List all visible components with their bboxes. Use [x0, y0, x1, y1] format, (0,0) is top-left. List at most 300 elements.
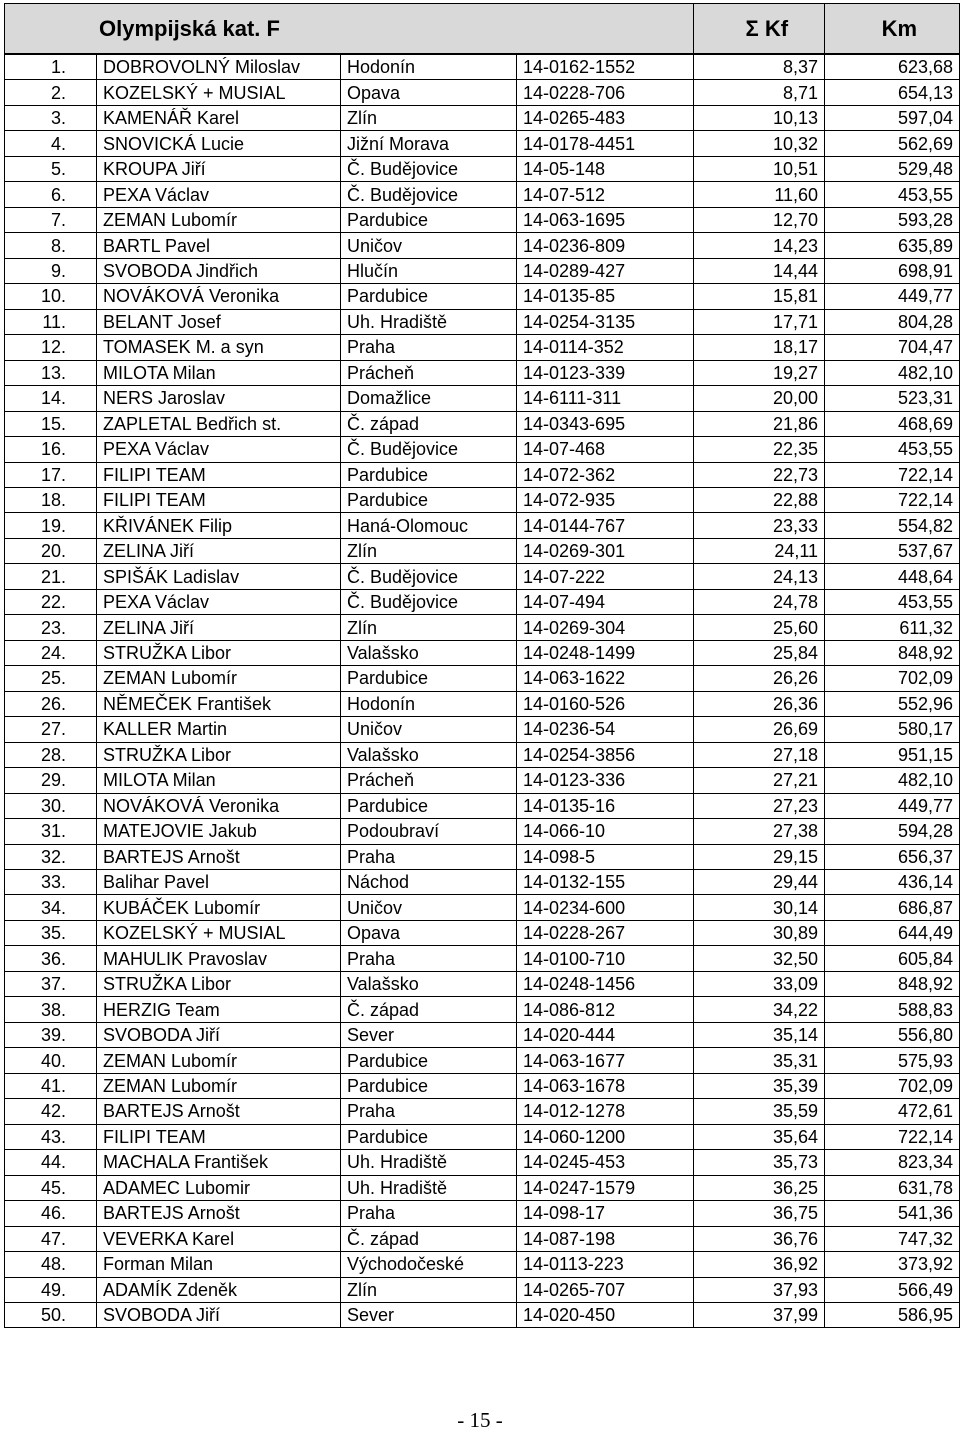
ring-cell: 14-0160-526 [517, 691, 694, 716]
ring-cell: 14-020-444 [517, 1022, 694, 1047]
kf-cell: 27,38 [694, 819, 825, 844]
club-cell: Č. Budějovice [341, 589, 517, 614]
club-cell: Pardubice [341, 1073, 517, 1098]
rank-cell: 33. [5, 870, 97, 895]
km-cell: 605,84 [825, 946, 960, 971]
rank-cell: 4. [5, 131, 97, 156]
km-cell: 611,32 [825, 615, 960, 640]
ring-cell: 14-063-1677 [517, 1048, 694, 1073]
name-cell: PEXA Václav [97, 589, 341, 614]
name-cell: TOMASEK M. a syn [97, 335, 341, 360]
club-cell: Prácheň [341, 768, 517, 793]
club-cell: Praha [341, 1099, 517, 1124]
rank-cell: 13. [5, 360, 97, 385]
kf-cell: 19,27 [694, 360, 825, 385]
km-cell: 482,10 [825, 360, 960, 385]
name-cell: SNOVICKÁ Lucie [97, 131, 341, 156]
km-cell: 747,32 [825, 1226, 960, 1251]
table-row [5, 487, 960, 512]
km-cell: 537,67 [825, 538, 960, 563]
kf-cell: 36,25 [694, 1175, 825, 1200]
table-row [5, 182, 960, 207]
ring-cell: 14-0254-3856 [517, 742, 694, 767]
rank-cell: 42. [5, 1099, 97, 1124]
kf-cell: 26,69 [694, 717, 825, 742]
rank-cell: 3. [5, 105, 97, 130]
table-row [5, 54, 960, 80]
ring-cell: 14-6111-311 [517, 386, 694, 411]
table-row [5, 513, 960, 538]
table-row [5, 666, 960, 691]
club-cell: Hodonín [341, 691, 517, 716]
club-cell: Pardubice [341, 1048, 517, 1073]
table-row [5, 156, 960, 181]
club-cell: Valašsko [341, 640, 517, 665]
club-cell: Č. západ [341, 1226, 517, 1251]
kf-cell: 29,44 [694, 870, 825, 895]
club-cell: Hlučín [341, 258, 517, 283]
rank-cell: 24. [5, 640, 97, 665]
rank-cell: 11. [5, 309, 97, 334]
rank-cell: 22. [5, 589, 97, 614]
club-cell: Uh. Hradiště [341, 1150, 517, 1175]
table-row [5, 437, 960, 462]
ring-cell: 14-0289-427 [517, 258, 694, 283]
km-cell: 556,80 [825, 1022, 960, 1047]
kf-cell: 37,99 [694, 1302, 825, 1327]
km-cell: 562,69 [825, 131, 960, 156]
kf-cell: 35,64 [694, 1124, 825, 1149]
table-row [5, 717, 960, 742]
table-row [5, 105, 960, 130]
kf-cell: 27,21 [694, 768, 825, 793]
name-cell: ZELINA Jiří [97, 538, 341, 563]
name-cell: STRUŽKA Libor [97, 971, 341, 996]
table-row [5, 640, 960, 665]
kf-cell: 25,60 [694, 615, 825, 640]
club-cell: Hodonín [341, 54, 517, 80]
rank-cell: 28. [5, 742, 97, 767]
kf-cell: 11,60 [694, 182, 825, 207]
km-cell: 529,48 [825, 156, 960, 181]
name-cell: SVOBODA Jiří [97, 1302, 341, 1327]
km-cell: 586,95 [825, 1302, 960, 1327]
table-row [5, 1073, 960, 1098]
ring-cell: 14-0234-600 [517, 895, 694, 920]
rank-cell: 25. [5, 666, 97, 691]
ring-cell: 14-0265-483 [517, 105, 694, 130]
name-cell: STRUŽKA Libor [97, 640, 341, 665]
club-cell: Haná-Olomouc [341, 513, 517, 538]
rank-cell: 12. [5, 335, 97, 360]
kf-cell: 14,44 [694, 258, 825, 283]
club-cell: Podoubraví [341, 819, 517, 844]
km-cell: 566,49 [825, 1277, 960, 1302]
ring-cell: 14-0178-4451 [517, 131, 694, 156]
name-cell: ZEMAN Lubomír [97, 666, 341, 691]
km-cell: 597,04 [825, 105, 960, 130]
rank-cell: 46. [5, 1201, 97, 1226]
ring-cell: 14-066-10 [517, 819, 694, 844]
kf-cell: 22,88 [694, 487, 825, 512]
table-row [5, 284, 960, 309]
ring-cell: 14-0269-301 [517, 538, 694, 563]
kf-cell: 24,13 [694, 564, 825, 589]
table-row [5, 564, 960, 589]
rank-cell: 37. [5, 971, 97, 996]
rank-cell: 21. [5, 564, 97, 589]
name-cell: MATEJOVIE Jakub [97, 819, 341, 844]
ring-cell: 14-0113-223 [517, 1252, 694, 1277]
km-header: Km [825, 4, 960, 55]
club-cell: Pardubice [341, 793, 517, 818]
name-cell: BARTEJS Arnošt [97, 1201, 341, 1226]
km-cell: 654,13 [825, 80, 960, 105]
category-title: Olympijská kat. F [5, 4, 694, 55]
rank-cell: 1. [5, 54, 97, 80]
kf-cell: 12,70 [694, 207, 825, 232]
kf-cell: 35,73 [694, 1150, 825, 1175]
table-row [5, 1099, 960, 1124]
km-cell: 593,28 [825, 207, 960, 232]
km-cell: 449,77 [825, 284, 960, 309]
ring-cell: 14-072-935 [517, 487, 694, 512]
km-cell: 656,37 [825, 844, 960, 869]
kf-cell: 24,11 [694, 538, 825, 563]
name-cell: ZEMAN Lubomír [97, 1048, 341, 1073]
kf-cell: 36,76 [694, 1226, 825, 1251]
table-row [5, 691, 960, 716]
ring-cell: 14-0123-336 [517, 768, 694, 793]
ring-cell: 14-07-494 [517, 589, 694, 614]
table-row [5, 768, 960, 793]
header-row [5, 4, 960, 55]
kf-cell: 30,14 [694, 895, 825, 920]
club-cell: Pardubice [341, 207, 517, 232]
name-cell: ZEMAN Lubomír [97, 207, 341, 232]
table-row [5, 1022, 960, 1047]
ring-cell: 14-063-1678 [517, 1073, 694, 1098]
club-cell: Sever [341, 1302, 517, 1327]
name-cell: KROUPA Jiří [97, 156, 341, 181]
km-cell: 704,47 [825, 335, 960, 360]
table-row [5, 1201, 960, 1226]
club-cell: Č. západ [341, 411, 517, 436]
kf-cell: 35,59 [694, 1099, 825, 1124]
kf-cell: 29,15 [694, 844, 825, 869]
club-cell: Praha [341, 844, 517, 869]
kf-cell: 34,22 [694, 997, 825, 1022]
rank-cell: 39. [5, 1022, 97, 1047]
kf-cell: 10,32 [694, 131, 825, 156]
ring-cell: 14-020-450 [517, 1302, 694, 1327]
club-cell: Č. Budějovice [341, 564, 517, 589]
km-cell: 448,64 [825, 564, 960, 589]
table-row [5, 895, 960, 920]
club-cell: Uničov [341, 717, 517, 742]
kf-cell: 15,81 [694, 284, 825, 309]
name-cell: ADAMEC Lubomir [97, 1175, 341, 1200]
rank-cell: 32. [5, 844, 97, 869]
rank-cell: 14. [5, 386, 97, 411]
rank-cell: 50. [5, 1302, 97, 1327]
rank-cell: 7. [5, 207, 97, 232]
kf-cell: 24,78 [694, 589, 825, 614]
rank-cell: 30. [5, 793, 97, 818]
club-cell: Zlín [341, 1277, 517, 1302]
kf-cell: 21,86 [694, 411, 825, 436]
table-row [5, 997, 960, 1022]
table-row [5, 233, 960, 258]
rank-cell: 47. [5, 1226, 97, 1251]
club-cell: Sever [341, 1022, 517, 1047]
name-cell: PEXA Václav [97, 182, 341, 207]
kf-cell: 35,39 [694, 1073, 825, 1098]
km-cell: 575,93 [825, 1048, 960, 1073]
km-cell: 702,09 [825, 666, 960, 691]
table-row [5, 793, 960, 818]
club-cell: Východočeské [341, 1252, 517, 1277]
club-cell: Č. západ [341, 997, 517, 1022]
table-row [5, 1226, 960, 1251]
table-row [5, 819, 960, 844]
km-cell: 554,82 [825, 513, 960, 538]
km-cell: 453,55 [825, 589, 960, 614]
club-cell: Uničov [341, 895, 517, 920]
rank-cell: 5. [5, 156, 97, 181]
table-row [5, 844, 960, 869]
club-cell: Pardubice [341, 462, 517, 487]
km-cell: 644,49 [825, 920, 960, 945]
table-row [5, 870, 960, 895]
ring-cell: 14-0135-85 [517, 284, 694, 309]
rank-cell: 6. [5, 182, 97, 207]
name-cell: MAHULIK Pravoslav [97, 946, 341, 971]
club-cell: Opava [341, 920, 517, 945]
kf-cell: 37,93 [694, 1277, 825, 1302]
ring-cell: 14-0228-267 [517, 920, 694, 945]
table-row [5, 742, 960, 767]
ring-cell: 14-0144-767 [517, 513, 694, 538]
name-cell: BELANT Josef [97, 309, 341, 334]
ring-cell: 14-098-17 [517, 1201, 694, 1226]
rank-cell: 2. [5, 80, 97, 105]
results-table [4, 3, 960, 1328]
km-cell: 804,28 [825, 309, 960, 334]
name-cell: NOVÁKOVÁ Veronika [97, 793, 341, 818]
club-cell: Zlín [341, 105, 517, 130]
name-cell: KALLER Martin [97, 717, 341, 742]
club-cell: Č. Budějovice [341, 156, 517, 181]
rank-cell: 36. [5, 946, 97, 971]
rank-cell: 44. [5, 1150, 97, 1175]
ring-cell: 14-060-1200 [517, 1124, 694, 1149]
rank-cell: 27. [5, 717, 97, 742]
club-cell: Zlín [341, 538, 517, 563]
table-row [5, 920, 960, 945]
ring-cell: 14-07-512 [517, 182, 694, 207]
rank-cell: 49. [5, 1277, 97, 1302]
ring-cell: 14-0248-1499 [517, 640, 694, 665]
kf-cell: 35,31 [694, 1048, 825, 1073]
ring-cell: 14-072-362 [517, 462, 694, 487]
kf-cell: 17,71 [694, 309, 825, 334]
km-cell: 482,10 [825, 768, 960, 793]
club-cell: Zlín [341, 615, 517, 640]
table-row [5, 1302, 960, 1327]
ring-cell: 14-063-1695 [517, 207, 694, 232]
km-cell: 436,14 [825, 870, 960, 895]
ring-cell: 14-0254-3135 [517, 309, 694, 334]
ring-cell: 14-0236-809 [517, 233, 694, 258]
km-cell: 951,15 [825, 742, 960, 767]
rank-cell: 17. [5, 462, 97, 487]
km-cell: 552,96 [825, 691, 960, 716]
rank-cell: 38. [5, 997, 97, 1022]
km-cell: 588,83 [825, 997, 960, 1022]
kf-cell: 35,14 [694, 1022, 825, 1047]
km-cell: 635,89 [825, 233, 960, 258]
kf-cell: 10,13 [694, 105, 825, 130]
club-cell: Opava [341, 80, 517, 105]
ring-cell: 14-012-1278 [517, 1099, 694, 1124]
rank-cell: 23. [5, 615, 97, 640]
club-cell: Pardubice [341, 284, 517, 309]
km-cell: 823,34 [825, 1150, 960, 1175]
kf-cell: 27,18 [694, 742, 825, 767]
km-cell: 449,77 [825, 793, 960, 818]
name-cell: Balihar Pavel [97, 870, 341, 895]
table-row [5, 131, 960, 156]
table-row [5, 462, 960, 487]
rank-cell: 10. [5, 284, 97, 309]
club-cell: Domažlice [341, 386, 517, 411]
kf-cell: 8,37 [694, 54, 825, 80]
ring-cell: 14-0132-155 [517, 870, 694, 895]
rank-cell: 26. [5, 691, 97, 716]
rank-cell: 29. [5, 768, 97, 793]
name-cell: NERS Jaroslav [97, 386, 341, 411]
table-row [5, 207, 960, 232]
kf-cell: 36,92 [694, 1252, 825, 1277]
table-row [5, 589, 960, 614]
km-cell: 541,36 [825, 1201, 960, 1226]
club-cell: Valašsko [341, 971, 517, 996]
km-cell: 631,78 [825, 1175, 960, 1200]
table-row [5, 615, 960, 640]
name-cell: VEVERKA Karel [97, 1226, 341, 1251]
ring-cell: 14-0114-352 [517, 335, 694, 360]
kf-cell: 22,73 [694, 462, 825, 487]
club-cell: Valašsko [341, 742, 517, 767]
name-cell: STRUŽKA Libor [97, 742, 341, 767]
rank-cell: 8. [5, 233, 97, 258]
table-row [5, 1048, 960, 1073]
table-row [5, 1277, 960, 1302]
ring-cell: 14-098-5 [517, 844, 694, 869]
name-cell: PEXA Václav [97, 437, 341, 462]
name-cell: ZELINA Jiří [97, 615, 341, 640]
club-cell: Č. Budějovice [341, 437, 517, 462]
rank-cell: 31. [5, 819, 97, 844]
table-row [5, 80, 960, 105]
ring-cell: 14-063-1622 [517, 666, 694, 691]
club-cell: Uh. Hradiště [341, 1175, 517, 1200]
kf-cell: 8,71 [694, 80, 825, 105]
club-cell: Praha [341, 335, 517, 360]
kf-cell: 32,50 [694, 946, 825, 971]
km-cell: 373,92 [825, 1252, 960, 1277]
club-cell: Náchod [341, 870, 517, 895]
kf-cell: 10,51 [694, 156, 825, 181]
km-cell: 722,14 [825, 1124, 960, 1149]
name-cell: ADAMÍK Zdeněk [97, 1277, 341, 1302]
club-cell: Uh. Hradiště [341, 309, 517, 334]
table-row [5, 1252, 960, 1277]
ring-cell: 14-0100-710 [517, 946, 694, 971]
club-cell: Pardubice [341, 487, 517, 512]
table-row [5, 1150, 960, 1175]
table-row [5, 386, 960, 411]
name-cell: MACHALA František [97, 1150, 341, 1175]
rank-cell: 16. [5, 437, 97, 462]
kf-cell: 33,09 [694, 971, 825, 996]
ring-cell: 14-0269-304 [517, 615, 694, 640]
kf-cell: 30,89 [694, 920, 825, 945]
name-cell: Forman Milan [97, 1252, 341, 1277]
km-cell: 848,92 [825, 640, 960, 665]
name-cell: KOZELSKÝ + MUSIAL [97, 920, 341, 945]
kf-cell: 27,23 [694, 793, 825, 818]
km-cell: 594,28 [825, 819, 960, 844]
kf-cell: 23,33 [694, 513, 825, 538]
table-row [5, 538, 960, 563]
ring-cell: 14-0248-1456 [517, 971, 694, 996]
name-cell: MILOTA Milan [97, 768, 341, 793]
club-cell: Pardubice [341, 666, 517, 691]
ring-cell: 14-07-468 [517, 437, 694, 462]
club-cell: Praha [341, 1201, 517, 1226]
ring-cell: 14-0123-339 [517, 360, 694, 385]
table-row [5, 971, 960, 996]
table-row [5, 360, 960, 385]
name-cell: FILIPI TEAM [97, 1124, 341, 1149]
name-cell: KOZELSKÝ + MUSIAL [97, 80, 341, 105]
name-cell: BARTEJS Arnošt [97, 844, 341, 869]
ring-cell: 14-0265-707 [517, 1277, 694, 1302]
ring-cell: 14-0135-16 [517, 793, 694, 818]
rank-cell: 19. [5, 513, 97, 538]
name-cell: BARTEJS Arnošt [97, 1099, 341, 1124]
name-cell: ZAPLETAL Bedřich st. [97, 411, 341, 436]
kf-cell: 25,84 [694, 640, 825, 665]
rank-cell: 45. [5, 1175, 97, 1200]
rank-cell: 48. [5, 1252, 97, 1277]
km-cell: 848,92 [825, 971, 960, 996]
name-cell: FILIPI TEAM [97, 487, 341, 512]
club-cell: Uničov [341, 233, 517, 258]
ring-cell: 14-087-198 [517, 1226, 694, 1251]
ring-cell: 14-0228-706 [517, 80, 694, 105]
kf-cell: 26,26 [694, 666, 825, 691]
page-number: - 15 - [457, 1408, 503, 1432]
rank-cell: 20. [5, 538, 97, 563]
kf-header: Σ Kf [694, 4, 825, 55]
name-cell: BARTL Pavel [97, 233, 341, 258]
table-row [5, 1175, 960, 1200]
rank-cell: 40. [5, 1048, 97, 1073]
table-row [5, 1124, 960, 1149]
